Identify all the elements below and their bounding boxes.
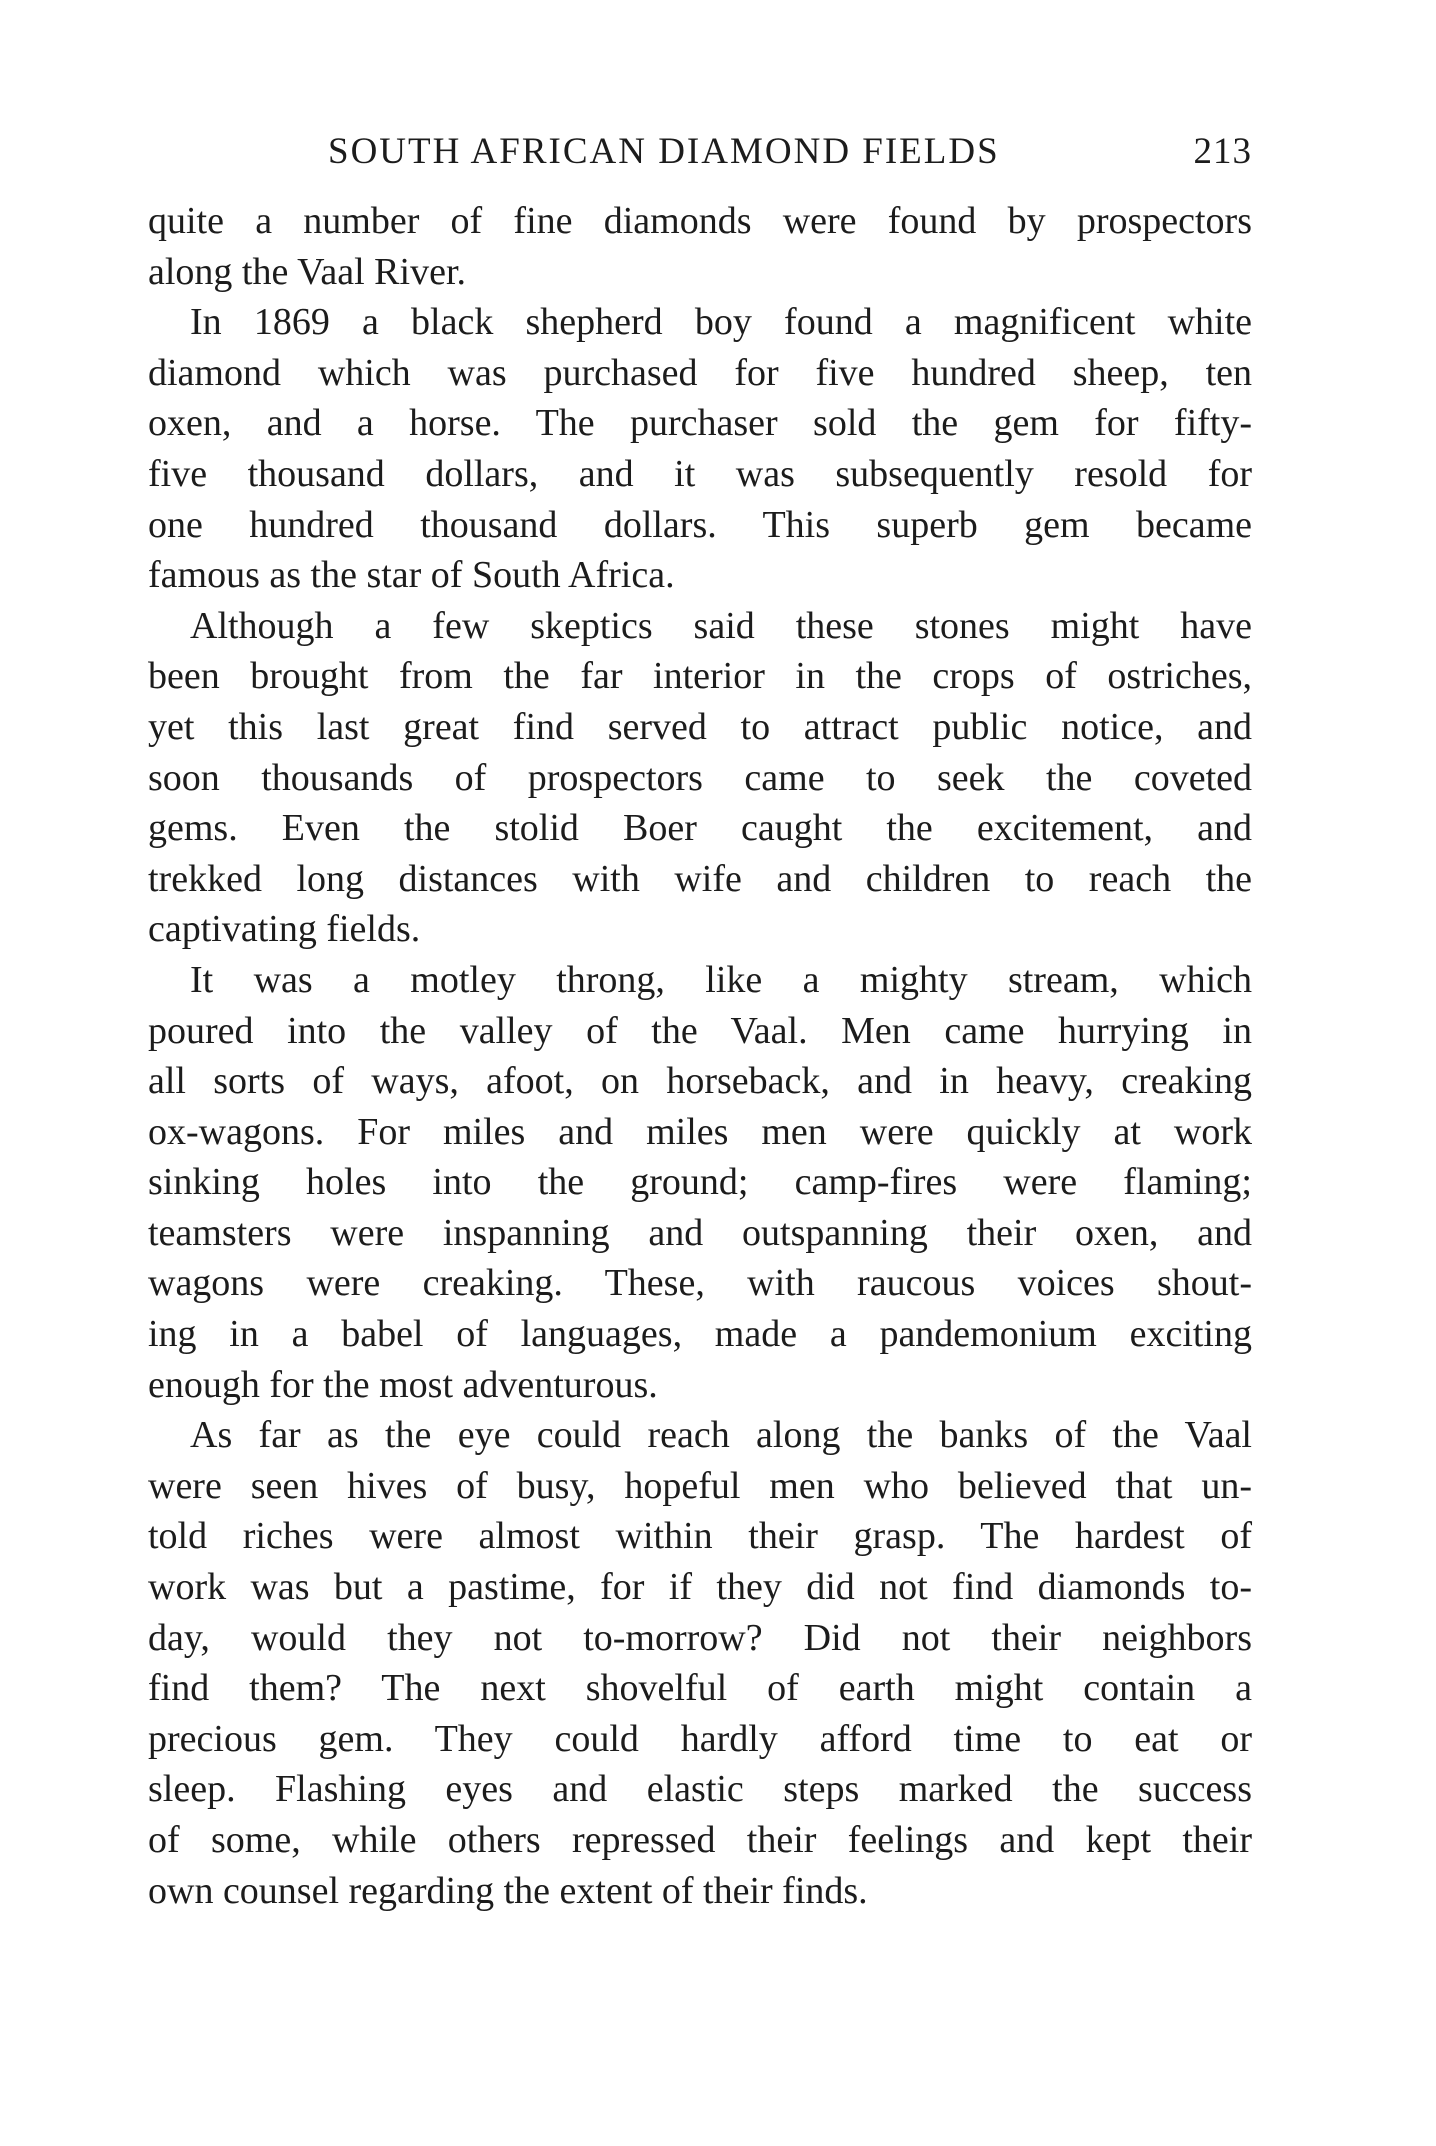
page-number: 213	[1193, 131, 1252, 172]
running-head	[148, 122, 1252, 182]
text-line: told riches were almost within their grasp. The hardest of	[148, 1515, 1252, 1558]
running-title: SOUTH AFRICAN DIAMOND FIELDS	[328, 131, 1000, 172]
text-line: sinking holes into the ground; camp-fires were flaming;	[148, 1161, 1252, 1204]
text-line: wagons were creaking. These, with raucous voices shout-	[148, 1262, 1252, 1305]
text-line: ox-wagons. For miles and miles men were quickly at work	[148, 1110, 1252, 1153]
text-line: all sorts of ways, afoot, on horseback, and in heavy, creaking	[148, 1060, 1252, 1103]
text-line: precious gem. They could hardly afford time to eat or	[148, 1717, 1252, 1760]
text-line: find them? The next shovelful of earth might contain a	[148, 1667, 1252, 1710]
paragraph	[148, 297, 1252, 601]
text-line: diamond which was purchased for five hundred sheep, ten	[148, 351, 1252, 394]
text-line: yet this last great find served to attract public notice, and	[148, 705, 1252, 748]
text-line: It was a motley throng, like a mighty stream, which	[190, 958, 1252, 1001]
paragraph	[148, 1410, 1252, 1916]
text-line: of some, while others repressed their feelings and kept their	[148, 1819, 1252, 1861]
text-line: trekked long distances with wife and children to reach the	[148, 857, 1252, 900]
text-line: enough for the most adventurous.	[148, 1363, 658, 1406]
paragraph	[148, 955, 1252, 1410]
text-line: As far as the eye could reach along the banks of the Vaal	[190, 1414, 1252, 1457]
text-line: one hundred thousand dollars. This superb gem became	[148, 503, 1252, 546]
text-line: famous as the star of South Africa.	[148, 554, 675, 597]
text-line: sleep. Flashing eyes and elastic steps marked the success	[148, 1768, 1252, 1811]
text-line: gems. Even the stolid Boer caught the excitement, and	[148, 807, 1252, 850]
text-line: In 1869 a black shepherd boy found a magnificent white	[190, 301, 1252, 344]
text-line: captivating fields.	[148, 908, 421, 951]
text-line: teamsters were inspanning and outspanning their oxen, and	[148, 1211, 1252, 1254]
text-line: soon thousands of prospectors came to seek the coveted	[148, 756, 1252, 799]
text-line: five thousand dollars, and it was subsequently resold for	[148, 452, 1252, 495]
body-text	[148, 196, 1252, 1916]
text-line: Although a few skeptics said these stones might have	[190, 604, 1252, 647]
text-line: own counsel regarding the extent of their finds.	[148, 1869, 868, 1912]
paragraph	[148, 601, 1252, 955]
text-line: day, would they not to-morrow? Did not their neighbors	[148, 1616, 1252, 1659]
text-line: along the Vaal River.	[148, 250, 467, 293]
text-line: ing in a babel of languages, made a pandemonium exciting	[148, 1313, 1252, 1356]
text-line: work was but a pastime, for if they did not find diamonds to-	[148, 1566, 1252, 1609]
text-line: oxen, and a horse. The purchaser sold the gem for fifty-	[148, 402, 1252, 445]
paragraph	[148, 196, 1252, 297]
text-line: were seen hives of busy, hopeful men who believed that un-	[148, 1464, 1252, 1507]
text-line: poured into the valley of the Vaal. Men came hurrying in	[148, 1009, 1252, 1052]
text-line: been brought from the far interior in the crops of ostriches,	[148, 655, 1252, 698]
text-line: quite a number of fine diamonds were found by prospectors	[148, 200, 1252, 242]
